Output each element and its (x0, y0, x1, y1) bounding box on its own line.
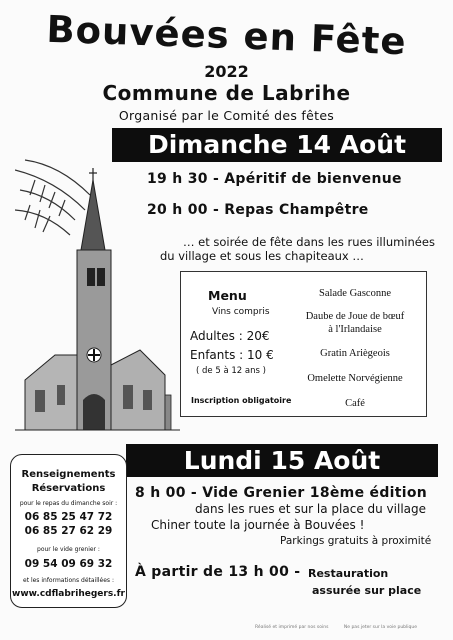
info-website[interactable]: www.cdflabrihegers.fr (12, 589, 125, 599)
footer-note (255, 625, 417, 630)
footer-right: Ne pas jeter sur la voie publique (343, 625, 418, 630)
dish-daube-line2: à l'Irlandaise (328, 324, 382, 335)
restauration-sur-place: assurée sur place (312, 584, 422, 597)
event-repas: 20 h 00 - Repas Champêtre (147, 202, 369, 218)
dish-cafe: Café (345, 398, 365, 409)
sunday-banner-text: Dimanche 14 Août (147, 130, 407, 159)
soiree-note-line2: du village et sous les chapiteaux … (160, 249, 364, 263)
footer-left: Réalisé et imprimé par nos soins (255, 625, 329, 630)
children-age: ( de 5 à 12 ans ) (196, 366, 266, 376)
vide-grenier-chiner: Chiner toute la journée à Bouvées ! (151, 518, 365, 532)
parking-note: Parkings gratuits à proximité (280, 535, 432, 547)
menu-title: Menu (208, 288, 247, 303)
restauration-label: Restauration (308, 567, 389, 580)
monday-banner-text: Lundi 15 Août (183, 446, 381, 475)
dish-omelette: Omelette Norvégienne (307, 373, 403, 384)
palm-fronds (15, 160, 90, 235)
menu-wine-note: Vins compris (212, 307, 270, 317)
info-phone-1: 06 85 25 47 72 (24, 511, 113, 523)
vide-grenier-detail: dans les rues et sur la place du village (195, 502, 427, 516)
dish-gratin: Gratin Ariègeois (320, 348, 390, 359)
price-adults: Adultes : 20€ (190, 329, 270, 343)
info-phone-3: 09 54 09 69 32 (24, 558, 113, 570)
church-illustration (15, 150, 180, 440)
event-vide-grenier: 8 h 00 - Vide Grenier 18ème édition (135, 485, 428, 501)
info-heading-renseignements: Renseignements (21, 469, 116, 480)
info-vide-label: pour le vide grenier : (37, 546, 100, 553)
event-restauration-time: À partir de 13 h 00 - (135, 564, 301, 580)
event-aperitif: 19 h 30 - Apéritif de bienvenue (147, 171, 402, 187)
info-heading-reservations: Réservations (31, 483, 106, 494)
inscription-note: Inscription obligatoire (191, 396, 292, 405)
year: 2022 (204, 62, 249, 81)
info-repas-label: pour le repas du dimanche soir : (19, 500, 118, 507)
info-phone-2: 06 85 27 62 29 (24, 525, 113, 537)
info-details-label: et les informations détaillées : (23, 577, 114, 584)
monday-banner (126, 444, 438, 477)
commune-name: Commune de Labrihe (102, 81, 351, 105)
price-children: Enfants : 10 € (190, 348, 274, 362)
dish-daube: Daube de Joue de bœuf (305, 311, 405, 322)
soiree-note-line1: … et soirée de fête dans les rues illuminées (183, 235, 435, 249)
organiser-line: Organisé par le Comité des fêtes (118, 108, 335, 123)
poster-title: Bouvées en Fête (45, 7, 408, 64)
dish-salade: Salade Gasconne (318, 288, 391, 299)
